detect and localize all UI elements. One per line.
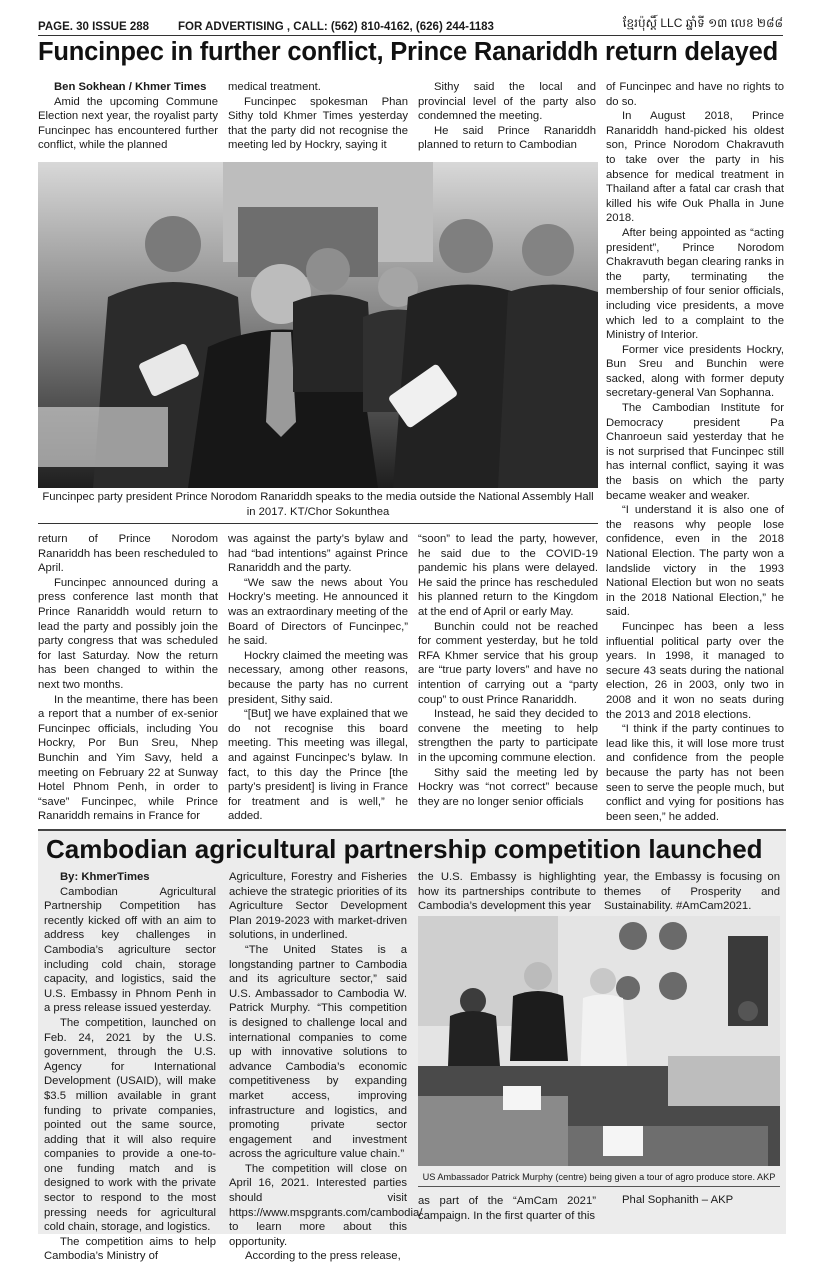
paragraph: In August 2018, Prince Ranariddh hand-picked his oldest son, Prince Norodom Chakravuth to take over the party in his absence for medical treatment in Thailand after a fatal car crash that killed his wife Ouk Phalla in June 2018. — [606, 110, 784, 225]
paragraph: The competition aims to help Cambodia’s Ministry of — [44, 1235, 216, 1263]
paragraph: of Funcinpec and have no rights to do so. — [606, 81, 784, 108]
paragraph: “I think if the party continues to lead like this, it will lose more trust and confidence from the people because the party has not been seen to serve the people much, but conflict and vying for positions has been seen,” he added. — [606, 723, 784, 823]
paragraph: as part of the “AmCam 2021” campaign. In the first quarter of this — [418, 1195, 596, 1222]
paragraph: return of Prince Norodom Ranariddh has been rescheduled to April. — [38, 533, 218, 575]
paragraph: Sithy said the meeting led by Hockry was “not correct” because they are no longer senior officials — [418, 766, 598, 808]
article2-byline: By: KhmerTimes — [60, 871, 150, 883]
article2-headline: Cambodian agricultural partnership competition launched — [46, 834, 763, 864]
advertising-line: FOR ADVERTISING , CALL: (562) 810-4162, (626) 244-1183 — [178, 21, 494, 33]
paragraph: Amid the upcoming Commune Election next year, the royalist party Funcinpec has encountered further conflict, while the planned — [38, 95, 218, 152]
article1-byline: Ben Sokhean / Khmer Times — [54, 81, 207, 93]
paragraph: Cambodian Agricultural Partnership Competition has recently kicked off with an aim to address key challenges in Cambodia’s agriculture sector including cold chain, storage capacity, and logistics, said the U.S. Embassy in Phnom Penh in a press release issued yesterday. — [44, 885, 216, 1015]
article2-col2 — [229, 870, 423, 1264]
article1-col4 — [38, 532, 218, 824]
paragraph: In the meantime, there has been a report that a number of ex-senior Funcinpec officials, including You Hockry, Por Bun Sreu, Nhep Bunchin and Yim Savy, held a meeting on February 22 at Sunway Hotel Phnom Penh, in order to “save” Funcinpec, while Prince Ranariddh remains in France for — [38, 693, 218, 823]
article2-col4 — [604, 870, 780, 914]
article1-photo-caption: Funcinpec party president Prince Norodom Ranariddh speaks to the media outside the National Assembly Hall in 2017. KT/Chor Sokunthea — [38, 490, 598, 524]
paragraph: the U.S. Embassy is highlighting how its partnerships contribute to Cambodia’s development this year — [418, 871, 596, 913]
photo-press-crowd-icon — [38, 162, 598, 488]
paragraph: The competition will close on April 16, 2021. Interested parties should visit https://www.mspgrants.com/cambodia/ to learn more about this opportunity. — [229, 1162, 423, 1248]
article1-col3 — [418, 80, 596, 153]
article1-col1 — [38, 80, 218, 153]
paragraph: Agriculture, Forestry and Fisheries achieve the strategic priorities of its Agriculture Sector Development Plan 2019-2023 with market-driven solutions, in underlined. — [229, 871, 407, 942]
paragraph: He said Prince Ranariddh planned to return to Cambodian — [418, 124, 596, 152]
paragraph: Funcinpec has been a less influential political party over the years. In 1998, it managed to secure 43 seats during the national election, 26 in 2003, only two in 2008 and it won no seats during the 2013 and 2018 elections. — [606, 620, 784, 721]
article2-col3 — [418, 870, 596, 914]
paragraph: Funcinpec spokesman Phan Sithy told Khmer Times yesterday that the party did not recognise the meeting led by Hockry, saying it — [228, 95, 408, 152]
article2-credit: Phal Sophanith – AKP — [622, 1194, 734, 1206]
paragraph: Funcinpec announced during a press conference last month that Prince Ranariddh would return to lead the party and possibly join the party congress that was scheduled for last Saturday. Now the return has been changed to within the next two months. — [38, 576, 218, 691]
article1-col5 — [228, 532, 408, 824]
article1-col6 — [418, 532, 598, 809]
paragraph: Former vice presidents Hockry, Bun Sreu and Bunchin were sacked, along with former deputy secretary-general Van Sophanna. — [606, 343, 784, 400]
press-crowd-photo — [38, 162, 598, 488]
paragraph: “I understand it is also one of the reasons why people lose confidence, even in the 2018 National Election. The party won a landslide victory in the 1993 National Election but won no seats in the 2018 National Election,” he said. — [606, 504, 784, 619]
khmer-title: ខ្មែរប៉ុស្តិ៍ LLC ឆ្នាំទី ១៣ លេខ ២៨៨ — [622, 16, 783, 30]
paragraph: According to the press release, — [245, 1250, 401, 1263]
article2-photo-caption: US Ambassador Patrick Murphy (centre) being given a tour of agro produce store. AKP — [418, 1171, 780, 1187]
article1-headline: Funcinpec in further conflict, Prince Ranariddh return delayed — [38, 38, 778, 66]
paragraph: “soon” to lead the party, however, he said due to the COVID-19 pandemic his plans were delayed. He said the prince has rescheduled his planned return to the Kingdom at the end of April or early May. — [418, 533, 598, 618]
paragraph: was against the party’s bylaw and had “bad intentions” against Prince Ranariddh and the party. — [228, 533, 408, 575]
paragraph: After being appointed as “acting president”, Prince Norodom Chakravuth began clearing ranks in the party, terminating the membership of four senior officials, including vice presidents, a move which led to a complaint to the Ministry of Interior. — [606, 226, 784, 342]
paragraph: “The United States is a longstanding partner to Cambodia and its agriculture sector,” said U.S. Ambassador to Cambodia W. Patrick Murphy. “This competition is designed to challenge local and international companies to come up with innovative solutions to advance Cambodia’s economic competitiveness by expanding market access, improving infrastructure and logistics, and promoting private sector engagement and investment across the agriculture value chain.” — [229, 943, 407, 1161]
masthead — [38, 18, 783, 36]
article2-col5 — [418, 1194, 596, 1223]
photo-agro-store-icon — [418, 916, 780, 1166]
paragraph: Instead, he said they decided to convene the meeting to help strengthen the party to participate in the upcoming commune election. — [418, 708, 598, 764]
article1-col2 — [228, 80, 408, 153]
agro-store-photo — [418, 916, 780, 1166]
page-issue: PAGE. 30 ISSUE 288 — [38, 21, 150, 33]
paragraph: The Cambodian Institute for Democracy president Pa Chanroeun said yesterday that he is not surprised that Funcinpec still has internal conflict, saying it was the basis on which the party became weaker and weaker. — [606, 402, 784, 502]
paragraph: “We saw the news about You Hockry’s meeting. He announced it was an extraordinary meeting of the Board of Directors of Funcinpec,” he said. — [228, 576, 408, 648]
paragraph: medical treatment. — [228, 81, 321, 93]
paragraph: Bunchin could not be reached for comment yesterday, but he told RFA Khmer service that his group are “true party lovers” and have no intention of carrying out a “party coup” to oust Prince Ranariddh. — [418, 620, 598, 706]
article1-right-column — [606, 80, 784, 824]
paragraph: Hockry claimed the meeting was necessary, among other reasons, because the party has no current president, Sithy said. — [228, 649, 408, 706]
paragraph: The competition, launched on Feb. 24, 2021 by the U.S. government, through the U.S. Agency for International Development (USAID), will make $3.5 million available in grant funding to private companies, pointed out the same source, adding that it will also require companies to provide a one-to-one funding match and is designed to work with the private sector to respond to the most pressing needs for agricultural cold chain, storage, and logistics. — [44, 1016, 216, 1234]
article2-col1 — [44, 870, 216, 1264]
paragraph: “[But] we have explained that we do not recognise this board meeting. This meeting was illegal, and against Funcinpec’s bylaw. In fact, to this day the Prince [the party’s president] is living in France for treatment and is well,” he added. — [228, 708, 408, 823]
paragraph: Sithy said the local and provincial level of the party also condemned the meeting. — [418, 81, 596, 123]
paragraph: year, the Embassy is focusing on themes of Prosperity and Sustainability. #AmCam2021. — [604, 871, 780, 913]
